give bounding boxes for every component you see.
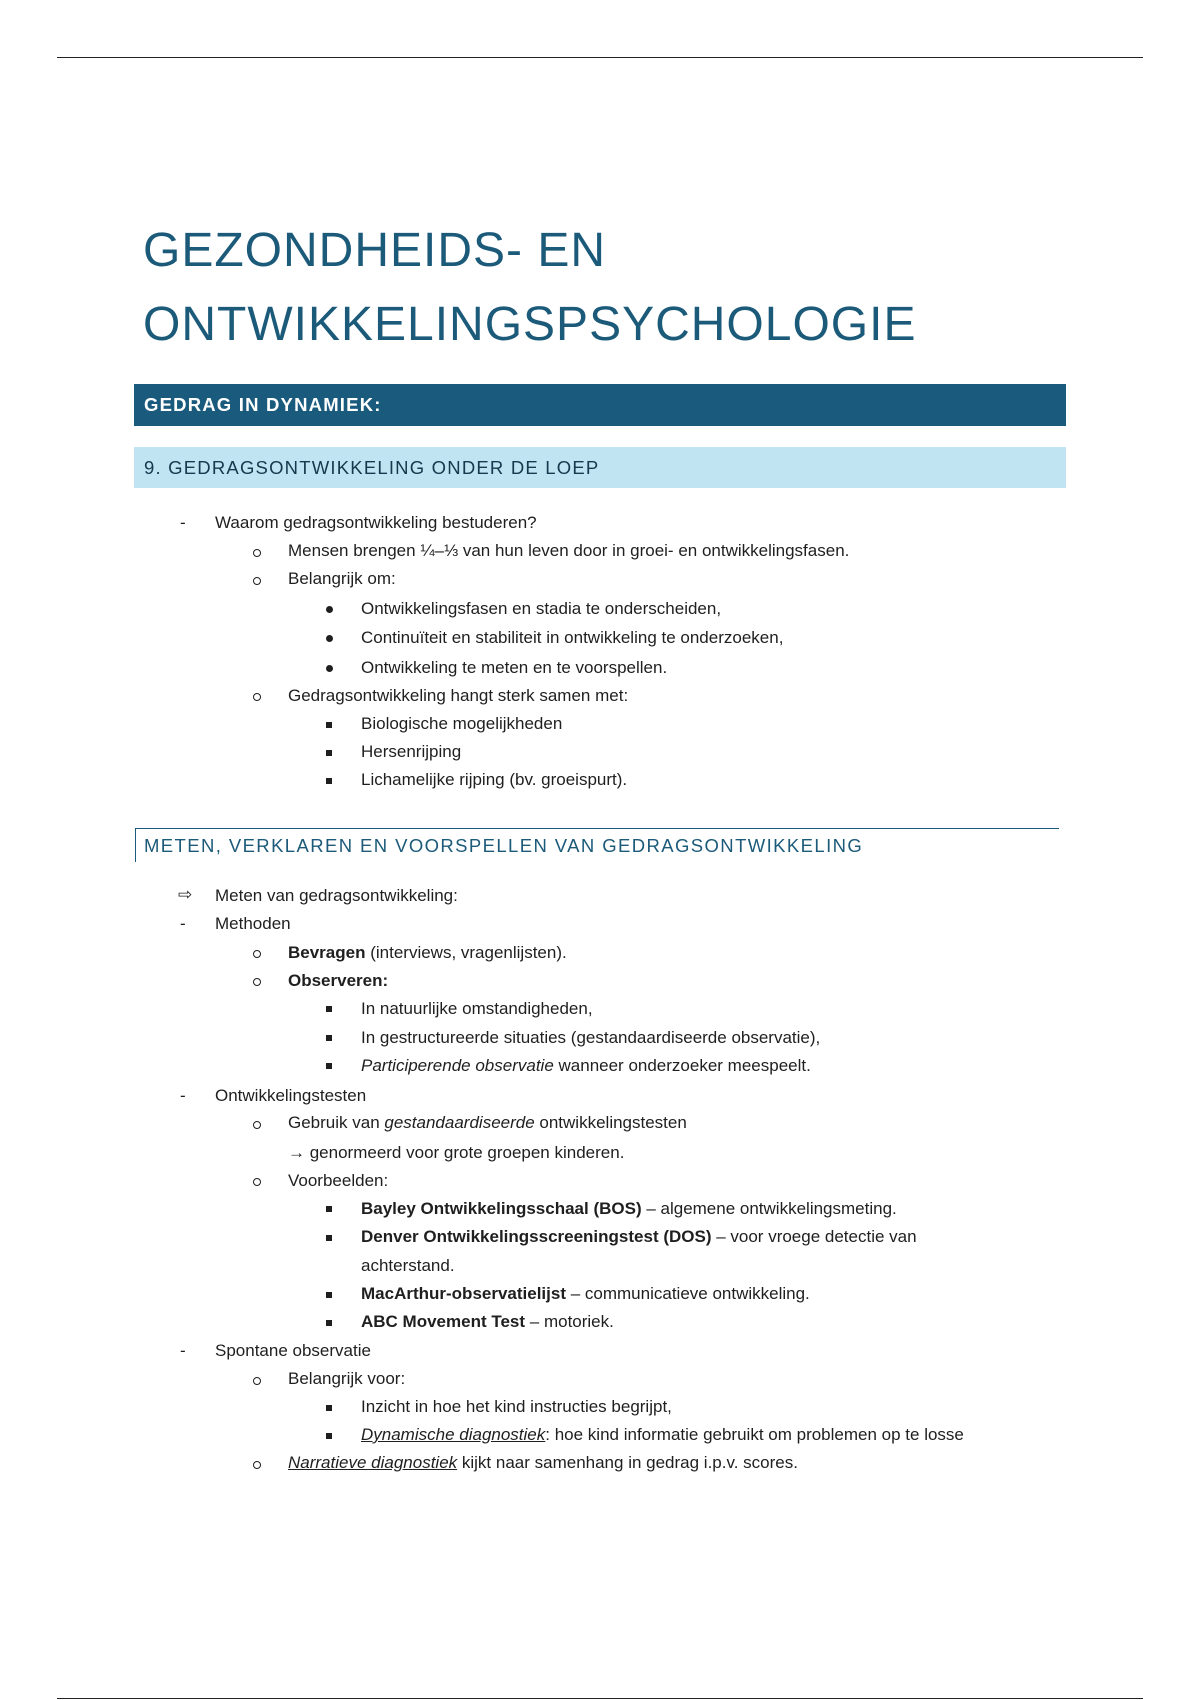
heading-gedragsontwikkeling: 9. GEDRAGSONTWIKKELING ONDER DE LOEP [134,447,1066,488]
circle-bullet [253,950,261,958]
underlined-italic-text: Narratieve diagnostiek [288,1453,458,1472]
circle-bullet [253,1377,261,1385]
bold-text: Denver Ontwikkelingsscreeningstest (DOS) [361,1227,712,1246]
square-bullet [326,778,332,784]
text-span: – motoriek. [525,1312,614,1331]
list-item [361,1198,897,1220]
title-line-1: GEZONDHEIDS- EN [143,224,607,277]
square-bullet [326,1235,332,1241]
list-item: achterstand. [361,1256,455,1275]
circle-bullet [253,1121,261,1129]
list-item: Belangrijk voor: [288,1369,406,1388]
list-item: → genormeerd voor grote groepen kinderen. [288,1143,625,1162]
square-bullet [326,1006,332,1012]
text-span: ontwikkelingstesten [534,1113,687,1132]
square-bullet [326,1405,332,1411]
square-bullet [326,750,332,756]
list-item: In gestructureerde situaties (gestandaardiseerde observatie), [361,1028,821,1047]
list-item [361,1283,810,1305]
heading-meten-verklaren: METEN, VERKLAREN EN VOORSPELLEN VAN GEDRAGSONTWIKKELING [135,828,1059,862]
square-bullet [326,1206,332,1212]
page-top-rule [57,57,1143,58]
square-bullet [326,1063,332,1069]
list-item: Belangrijk om: [288,569,396,588]
list-item: Mensen brengen ¼–⅓ van hun leven door in groei- en ontwikkelingsfasen. [288,541,850,560]
list-item [361,1226,917,1248]
heading-gedrag-in-dynamiek: GEDRAG IN DYNAMIEK: [134,384,1066,426]
list-item [288,1452,798,1474]
list-item: Hersenrijping [361,742,462,761]
circle-bullet [253,549,261,557]
text-span: – communicatieve ontwikkeling. [566,1284,810,1303]
list-item: Waarom gedragsontwikkeling bestuderen? [215,513,537,532]
list-item [288,1112,687,1134]
text-span: – algemene ontwikkelingsmeting. [641,1199,897,1218]
square-bullet [326,1292,332,1298]
list-item: In natuurlijke omstandigheden, [361,999,593,1018]
text-span: wanneer onderzoeker meespeelt. [553,1056,811,1075]
dash-bullet: - [180,914,186,933]
square-bullet [326,1320,332,1326]
list-item: Lichamelijke rijping (bv. groeispurt). [361,770,628,789]
square-bullet [326,722,332,728]
list-item [288,970,388,992]
page-bottom-rule [57,1698,1143,1699]
list-item: Spontane observatie [215,1341,371,1360]
list-item: Ontwikkeling te meten en te voorspellen. [361,658,668,677]
list-item: Ontwikkelingsfasen en stadia te onderscheiden, [361,599,722,618]
text-span: kijkt naar samenhang in gedrag i.p.v. scores. [457,1453,798,1472]
text-span: Gebruik van [288,1113,385,1132]
dot-bullet [326,635,333,642]
arrow-right-icon: ⇨ [178,885,193,904]
document-title [143,214,916,362]
list-item [361,1424,964,1446]
list-item: Biologische mogelijkheden [361,714,563,733]
underlined-italic-text: Dynamische diagnostiek [361,1425,546,1444]
circle-bullet [253,1178,261,1186]
circle-bullet [253,577,261,585]
bold-text: Bayley Ontwikkelingsschaal (BOS) [361,1199,642,1218]
circle-bullet [253,978,261,986]
dash-bullet: - [180,1086,186,1105]
list-item: Voorbeelden: [288,1171,389,1190]
list-item: Methoden [215,914,291,933]
italic-text: gestandaardiseerde [384,1113,535,1132]
list-item: Gedragsontwikkeling hangt sterk samen met: [288,686,629,705]
dash-bullet: - [180,513,186,532]
bold-text: MacArthur-observatielijst [361,1284,566,1303]
list-item: Meten van gedragsontwikkeling: [215,886,458,905]
bold-text: Bevragen [288,943,366,962]
square-bullet [326,1035,332,1041]
text-span: – voor vroege detectie van [711,1227,917,1246]
italic-text: Participerende observatie [361,1056,554,1075]
bold-text: Observeren: [288,971,389,990]
bold-text: ABC Movement Test [361,1312,526,1331]
list-item: Ontwikkelingstesten [215,1086,367,1105]
square-bullet [326,1433,332,1439]
list-item: Continuïteit en stabiliteit in ontwikkeling te onderzoeken, [361,628,784,647]
text-span: : hoe kind informatie gebruikt om problemen op te losse [545,1425,964,1444]
dot-bullet [326,665,333,672]
list-item [361,1311,614,1333]
list-item: Inzicht in hoe het kind instructies begrijpt, [361,1397,672,1416]
dot-bullet [326,606,333,613]
text-span: (interviews, vragenlijsten). [365,943,567,962]
title-line-2: ONTWIKKELINGSPSYCHOLOGIE [143,298,917,351]
circle-bullet [253,1461,261,1469]
list-item [361,1055,811,1077]
list-item [288,942,567,964]
circle-bullet [253,693,261,701]
dash-bullet: - [180,1341,186,1360]
